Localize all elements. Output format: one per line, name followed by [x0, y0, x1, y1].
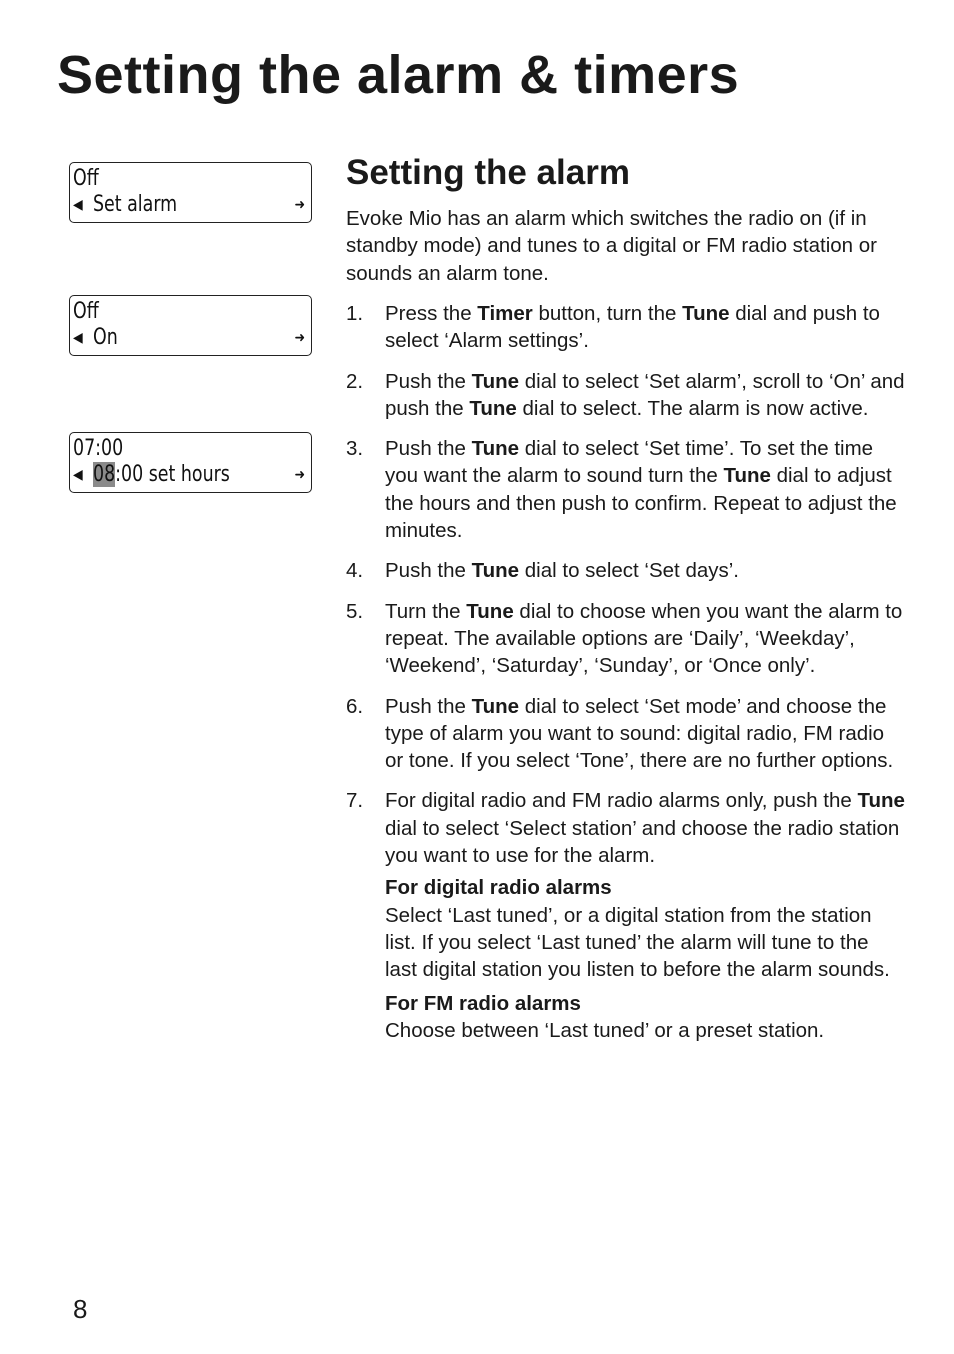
fm-alarms-text: Choose between ‘Last tuned’ or a preset station.: [385, 1018, 825, 1042]
step-text: dial to choose when you want the alarm to repeat. The available options are ‘Daily’, ‘Weekday’, ‘Weekend’, ‘Saturday’, ‘Sunday’, or ‘Once only’.: [385, 599, 903, 678]
button-name: Tune: [857, 789, 905, 813]
step-3: [346, 435, 906, 544]
step-text: dial and push to select ‘Alarm settings’.: [385, 302, 880, 353]
lcd-line-1: Off: [73, 299, 99, 324]
lcd-display-set-alarm: [69, 162, 312, 223]
steps-list: [346, 300, 906, 1057]
step-number: 2.: [346, 369, 364, 393]
step-number: 1.: [346, 302, 364, 325]
step-4: [346, 557, 906, 584]
page-title: Setting the alarm & timers: [57, 45, 740, 105]
step-2: [346, 368, 906, 423]
step-1: [346, 300, 906, 355]
step-text: dial to select ‘Set time’. To set the time you want the alarm to sound turn the: [385, 437, 874, 488]
button-name: Timer: [477, 302, 533, 325]
step-number: 7.: [346, 789, 364, 813]
hour-highlight: 08: [93, 462, 116, 487]
step-number: 3.: [346, 437, 364, 461]
step-text: dial to select ‘Select station’ and choose the radio station you want to use for the alarm.: [385, 816, 900, 868]
step-number: 5.: [346, 599, 364, 623]
step-number: 6.: [346, 694, 364, 718]
step-text: Push the: [385, 694, 472, 718]
step-text: Turn the: [385, 599, 467, 623]
fm-alarms-heading: For FM radio alarms: [385, 991, 581, 1015]
lcd-line-1: Off: [73, 166, 99, 191]
button-name: Tune: [682, 302, 730, 325]
step-text: dial to adjust the hours and then push to confirm. Repeat to adjust the minutes.: [385, 464, 897, 543]
arrow-right-icon: ➜: [294, 330, 305, 346]
step-text: For digital radio and FM radio alarms only, push the: [385, 789, 858, 813]
lcd-line-2-text: On: [93, 325, 118, 350]
button-name: Tune: [471, 559, 520, 583]
step-text: Push the: [385, 437, 472, 461]
lcd-line-1: 07:00: [73, 436, 124, 461]
section-title: Setting the alarm: [346, 153, 630, 192]
step-text: dial to select ‘Set mode’ and choose the type of alarm you want to sound: digital radio, FM radio or tone. If you select ‘Tone’, there are no further options.: [385, 694, 894, 773]
button-name: Tune: [471, 694, 520, 718]
step-number: 4.: [346, 559, 364, 583]
arrow-right-icon: ➜: [294, 467, 305, 483]
step-text: Push the: [385, 369, 472, 393]
step-7: [346, 787, 906, 1044]
lcd-display-on: [69, 295, 312, 356]
step-text: dial to select ‘Set alarm’, scroll to ‘On’ and push the: [385, 369, 905, 420]
lcd-line-2-rest: :00 set hours: [115, 462, 230, 487]
step-text: dial to select ‘Set days’.: [519, 559, 739, 583]
button-name: Tune: [469, 396, 517, 420]
button-name: Tune: [471, 437, 520, 461]
step-text: Push the: [385, 559, 472, 583]
page-number: 8: [73, 1294, 88, 1324]
step-6: [346, 693, 906, 775]
arrow-right-icon: ➜: [294, 197, 305, 213]
arrow-left-icon: ◀: [73, 330, 83, 346]
button-name: Tune: [471, 369, 520, 393]
step-text: button, turn the: [532, 302, 683, 325]
button-name: Tune: [723, 464, 771, 488]
lcd-line-2-text: [93, 462, 230, 488]
step-5: [346, 598, 906, 680]
step-text: dial to select. The alarm is now active.: [516, 396, 869, 420]
arrow-left-icon: ◀: [73, 467, 83, 483]
button-name: Tune: [466, 599, 514, 623]
intro-paragraph: Evoke Mio has an alarm which switches the radio on (if in standby mode) and tunes to a digital or FM radio station or sounds an alarm tone.: [346, 207, 878, 285]
lcd-line-2-text: Set alarm: [93, 192, 178, 217]
step-text: Press the: [385, 302, 478, 325]
digital-alarms-heading: For digital radio alarms: [385, 876, 612, 900]
arrow-left-icon: ◀: [73, 197, 83, 213]
digital-alarms-text: Select ‘Last tuned’, or a digital station from the station list. If you select ‘Last tuned’ the alarm will tune to the last digital station you listen to before the alarm sounds.: [385, 903, 890, 982]
lcd-display-set-hours: [69, 432, 312, 493]
